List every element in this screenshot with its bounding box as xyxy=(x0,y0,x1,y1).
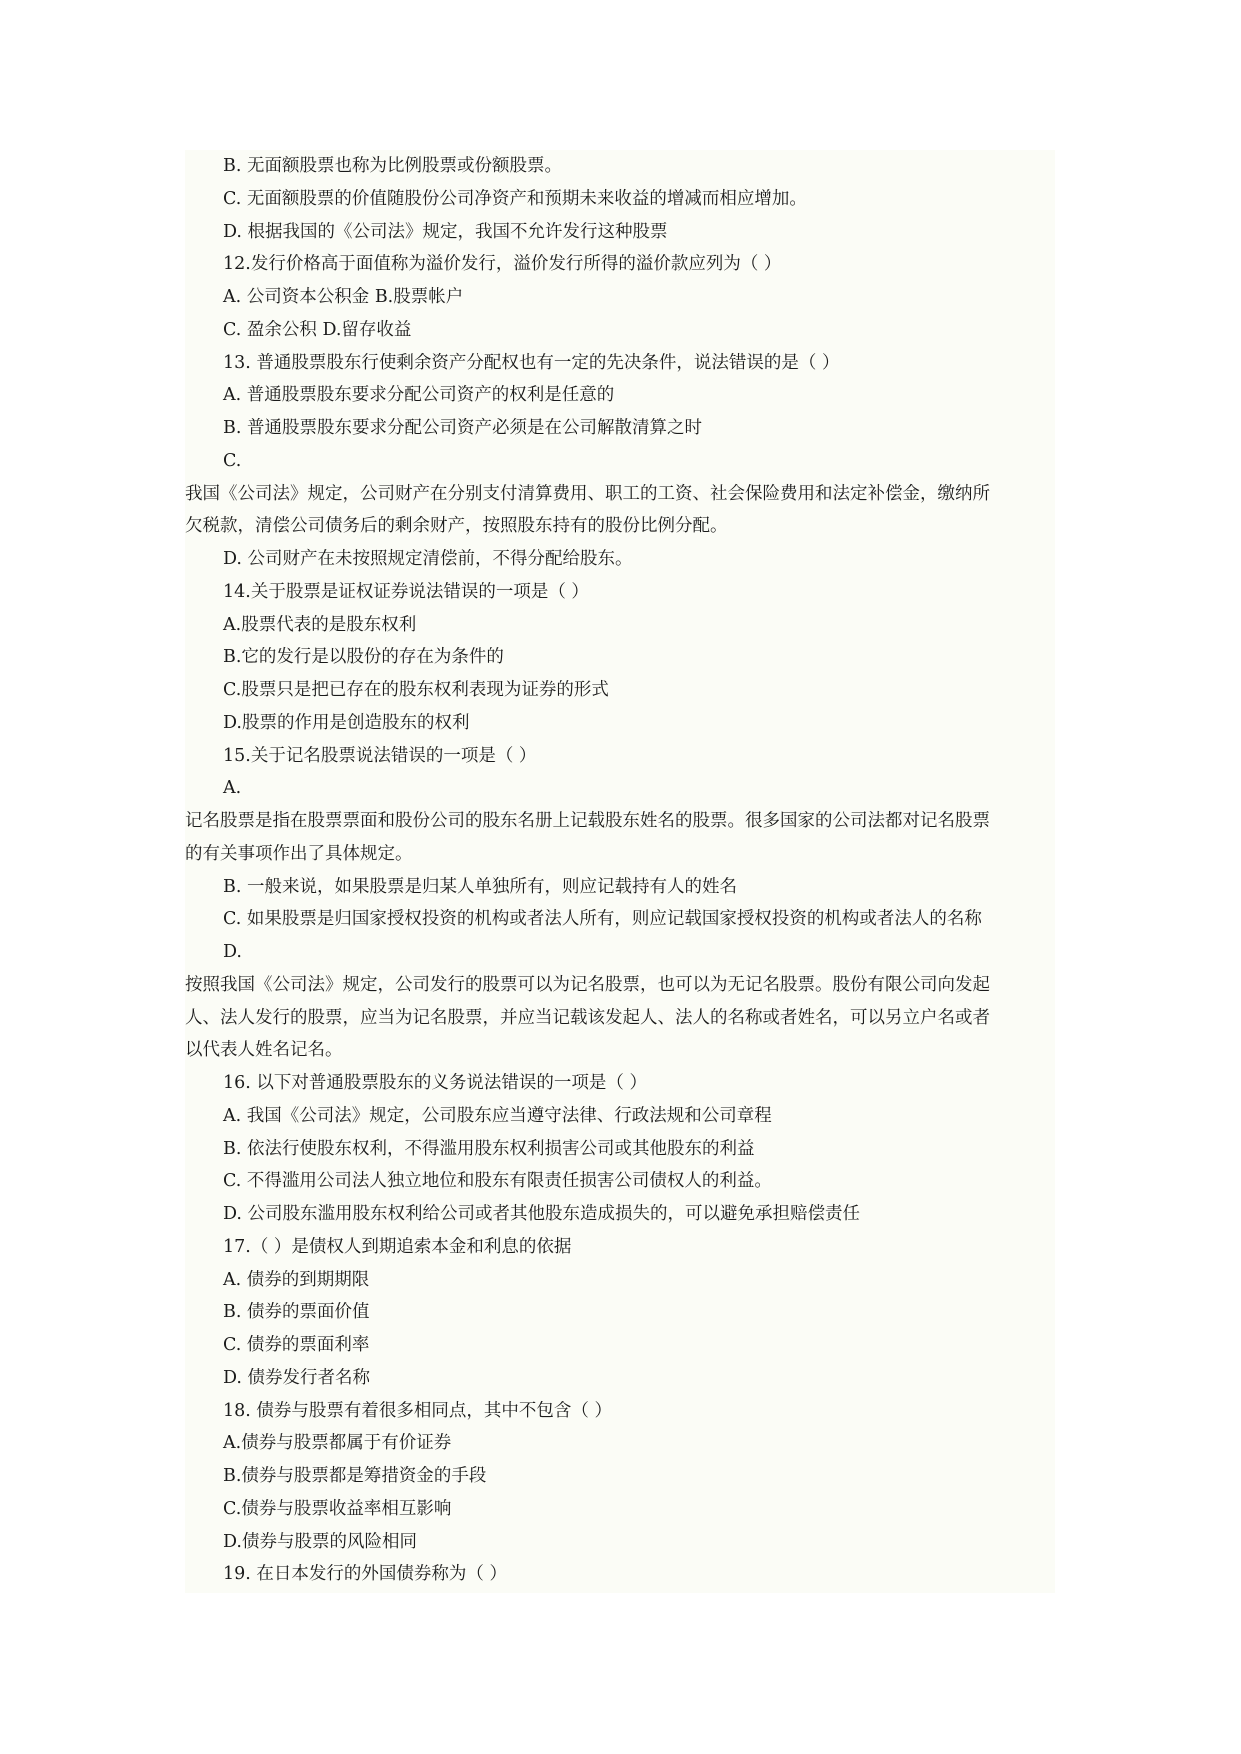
text-line: D. 根据我国的《公司法》规定，我国不允许发行这种股票 xyxy=(223,221,668,242)
text-line: 14.关于股票是证权证券说法错误的一项是（ ） xyxy=(223,581,589,602)
text-line: 12.发行价格高于面值称为溢价发行，溢价发行所得的溢价款应列为（ ） xyxy=(223,254,782,275)
text-line: A. xyxy=(223,778,242,799)
text-line: B.它的发行是以股份的存在为条件的 xyxy=(223,647,504,668)
text-line: C. 盈余公积 D.留存收益 xyxy=(223,319,412,340)
text-line: 人、法人发行的股票，应当为记名股票，并应当记载该发起人、法人的名称或者姓名，可以另立户名或者 xyxy=(185,1007,990,1028)
text-line: C.股票只是把已存在的股东权利表现为证券的形式 xyxy=(223,680,609,700)
text-line: A.债券与股票都属于有价证券 xyxy=(223,1433,452,1454)
text-line: C. 无面额股票的价值随股份公司净资产和预期未来收益的增减而相应增加。 xyxy=(223,188,807,209)
text-line: A. 公司资本公积金 B.股票帐户 xyxy=(223,287,464,307)
text-line: 16. 以下对普通股票股东的义务说法错误的一项是（ ） xyxy=(223,1073,647,1093)
text-line: 15.关于记名股票说法错误的一项是（ ） xyxy=(223,745,537,766)
text-line: C. 如果股票是归国家授权投资的机构或者法人所有，则应记载国家授权投资的机构或者法人的名称 xyxy=(223,909,982,930)
text-line: A. 我国《公司法》规定，公司股东应当遵守法律、行政法规和公司章程 xyxy=(223,1105,772,1126)
text-line: B. 一般来说，如果股票是归某人单独所有，则应记载持有人的姓名 xyxy=(223,876,737,897)
text-line: 18. 债券与股票有着很多相同点，其中不包含（ ） xyxy=(223,1400,612,1421)
text-line: 的有关事项作出了具体规定。 xyxy=(185,843,413,864)
text-line: D. 债券发行者名称 xyxy=(223,1367,371,1388)
text-line: B. 依法行使股东权利，不得滥用股东权利损害公司或其他股东的利益 xyxy=(223,1138,755,1159)
text-line: 以代表人姓名记名。 xyxy=(185,1040,343,1061)
text-line: B. 债券的票面价值 xyxy=(223,1302,370,1323)
text-line: B.债券与股票都是筹措资金的手段 xyxy=(223,1466,487,1486)
text-line: D. 公司股东滥用股东权利给公司或者其他股东造成损失的，可以避免承担赔偿责任 xyxy=(223,1204,861,1224)
text-line: 按照我国《公司法》规定，公司发行的股票可以为记名股票，也可以为无记名股票。股份有限公司向发起 xyxy=(185,974,990,995)
text-line: 欠税款，清偿公司债务后的剩余财产，按照股东持有的股份比例分配。 xyxy=(185,516,728,537)
text-line: D. 公司财产在未按照规定清偿前，不得分配给股东。 xyxy=(223,549,633,569)
text-line: D. xyxy=(223,942,242,962)
text-line: B. 无面额股票也称为比例股票或份额股票。 xyxy=(223,156,562,176)
text-line: C.债券与股票收益率相互影响 xyxy=(223,1498,452,1519)
text-line: D.债券与股票的风险相同 xyxy=(223,1531,417,1552)
text-line: 记名股票是指在股票票面和股份公司的股东名册上记载股东姓名的股票。很多国家的公司法都对记名股票 xyxy=(185,811,990,831)
text-line: C. 债券的票面利率 xyxy=(223,1335,370,1355)
text-line: 19. 在日本发行的外国债券称为（ ） xyxy=(223,1564,507,1585)
text-line: A. 普通股票股东要求分配公司资产的权利是任意的 xyxy=(223,385,615,406)
text-line: C. 不得滥用公司法人独立地位和股东有限责任损害公司债权人的利益。 xyxy=(223,1171,772,1192)
text-line: 13. 普通股票股东行使剩余资产分配权也有一定的先决条件，说法错误的是（ ） xyxy=(223,352,840,373)
text-line: 我国《公司法》规定，公司财产在分别支付清算费用、职工的工资、社会保险费用和法定补偿金，缴纳所 xyxy=(185,483,990,504)
text-line: B. 普通股票股东要求分配公司资产必须是在公司解散清算之时 xyxy=(223,418,702,438)
text-line: A. 债券的到期期限 xyxy=(223,1269,370,1290)
text-line: D.股票的作用是创造股东的权利 xyxy=(223,712,470,733)
document-body xyxy=(185,150,1055,1593)
text-line: 17.（ ）是债权人到期追索本金和利息的依据 xyxy=(223,1236,572,1257)
text-line: A.股票代表的是股东权利 xyxy=(223,614,417,635)
text-line: C. xyxy=(223,450,242,471)
